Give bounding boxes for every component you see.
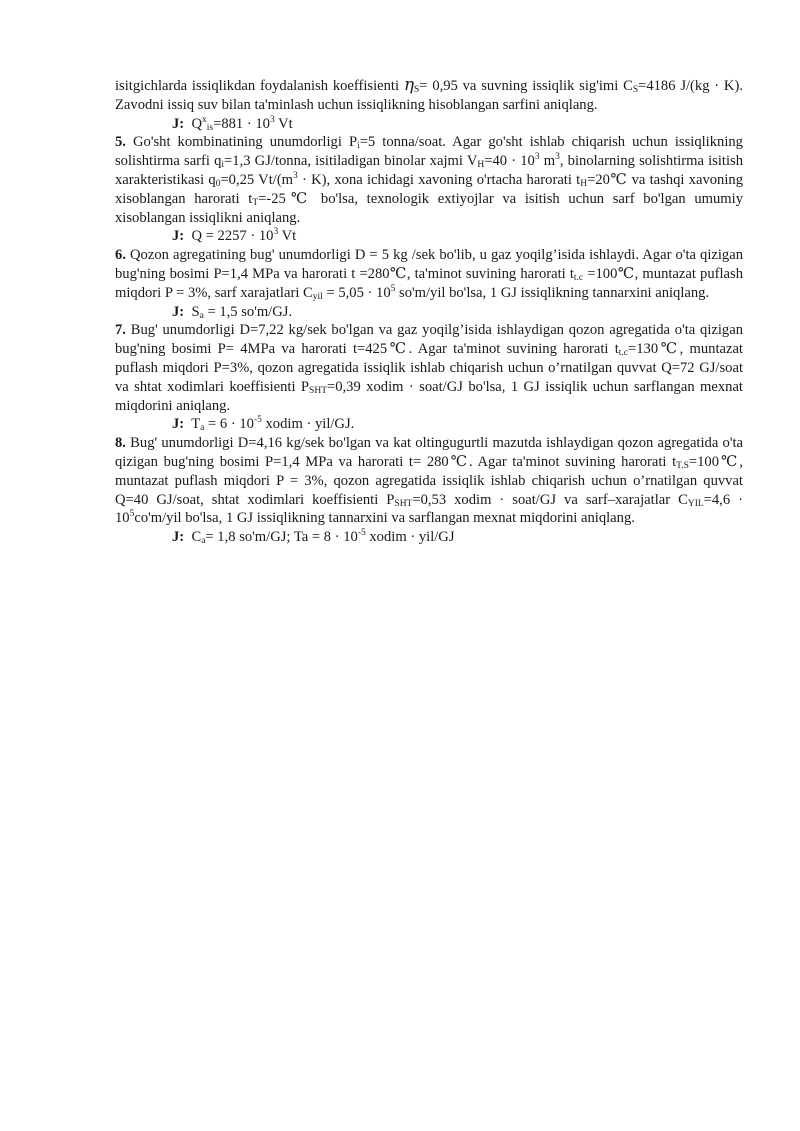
problem-8-answer: J: $C_a= 1,8$ so'm/GJ; $Ta = 8 \cdot 10^{-5}$ xodim · yil/GJ [172,528,455,547]
eta-symbol: η [403,75,414,95]
problem-7: 7. Bug' unumdorligi D=7,22 kg/sek bo'lgan va gaz yoqilg’isida ishlaydigan qozon agregatida o'ta qizigan bug'ning bosimi P= 4MPa va harorati t=425℃. Agar ta'minot suvining harorati $t_{t.c}=130℃$, muntazat puflash miqdori P=3%, qozon agregatida issiqlik ishlab chiqarish uchun o’rnatilgan quvvat Q=72 GJ/soat va shtat xodimlari koeffisienti $P_{SHT}=0,39$ xodim · soat/GJ bo'lsa, 1 GJ issiqlik uchun sarflangan mexnat miqdorini aniqlang. [115,322,743,414]
problem-5-answer: J: $Q = 2257 \cdot 10^3$ Vt [172,227,297,245]
problem-6-answer: J: $S_a = 1,5$ so'm/GJ. [172,303,293,321]
problem-number: 8. [115,435,126,452]
problem-7-answer: J: $T_a = 6 \cdot 10^{-5}$ xodim · yil/GJ. [172,415,355,434]
problem-6: 6. Qozon agregatining bug' unumdorligi D = 5 kg /sek bo'lib, u gaz yoqilg’isida ishlaydi. Agar o'ta qizigan bug'ning bosimi P=1,4 MPa va harorati t =280℃, ta'minot suvining harorati $t_{t.c}$ =100℃, muntazat puflash miqdori P = 3%, sarf xarajatlari $C_{yil} = 5,05 \cdot 10^5$ so'm/yil bo'lsa, 1 GJ issiqlikning tannarxini aniqlang. [115,247,743,302]
problem-number: 6. [115,247,126,264]
problem-number: 5. [115,134,126,151]
problem-8: 8. Bug' unumdorligi D=4,16 kg/sek bo'lgan va kat oltingugurtli mazutda ishlaydigan qozon agregatida o'ta qizigan bug'ning bosimi P=1,4 MPa va harorati t= 280℃. Agar ta'minot suvining harorati $t_{T.S}=100℃$, muntazat puflash miqdori P = 3%, qozon agregatida issiqlik ishlab chiqarish uchun o’rnatilgan quvvat Q=40 GJ/soat, shtat xodimlari koeffisienti $P_{SHT}=0,53$ xodim · soat/GJ va sarf–xarajatlar $C_{YIL}=4,6 \cdot 10^5co'm/yil$ bo'lsa, 1 GJ issiqlikning tannarxini va sarflangan mexnat miqdorini aniqlang. [115,435,743,527]
problem-number: 7. [115,322,126,339]
problem-5: 5. Go'sht kombinatining unumdorligi $P_i=5$ tonna/soat. Agar go'sht ishlab chiqarish uchun issiqlikning solishtirma sarfi $q_i=1,3$ GJ/tonna, isitiladigan binolar xajmi $V_H=40 \cdot 10^3$ $m^3$, binolarning solishtirma isitish xarakteristikasi $q_0=0,25$ $Vt/(m^3 \cdot K)$, xona ichidagi xavoning o'rtacha harorati $t_H=20℃$ va tashqi xavoning xisoblangan harorati $t_T=-25℃$ bo'lsa, texnologik extiyojlar va isitish uchun sarf bo'lgan umumiy xisoblangan issiqlikni aniqlang. [115,134,743,226]
problem-4-tail: isitgichlarda issiqlikdan foydalanish koeffisienti $\eta_S= 0,95$ va suvning issiqlik sig'imi $C_S=4186$ J/(kg · K). Zavodni issiq suv bilan ta'minlash uchun issiqlikning hisoblangan sarfini aniqlang. [115,75,743,113]
document-page [115,76,743,547]
problem-4-answer: J: $Q^x_{is}=881 \cdot 10^3$ Vt [172,114,293,133]
